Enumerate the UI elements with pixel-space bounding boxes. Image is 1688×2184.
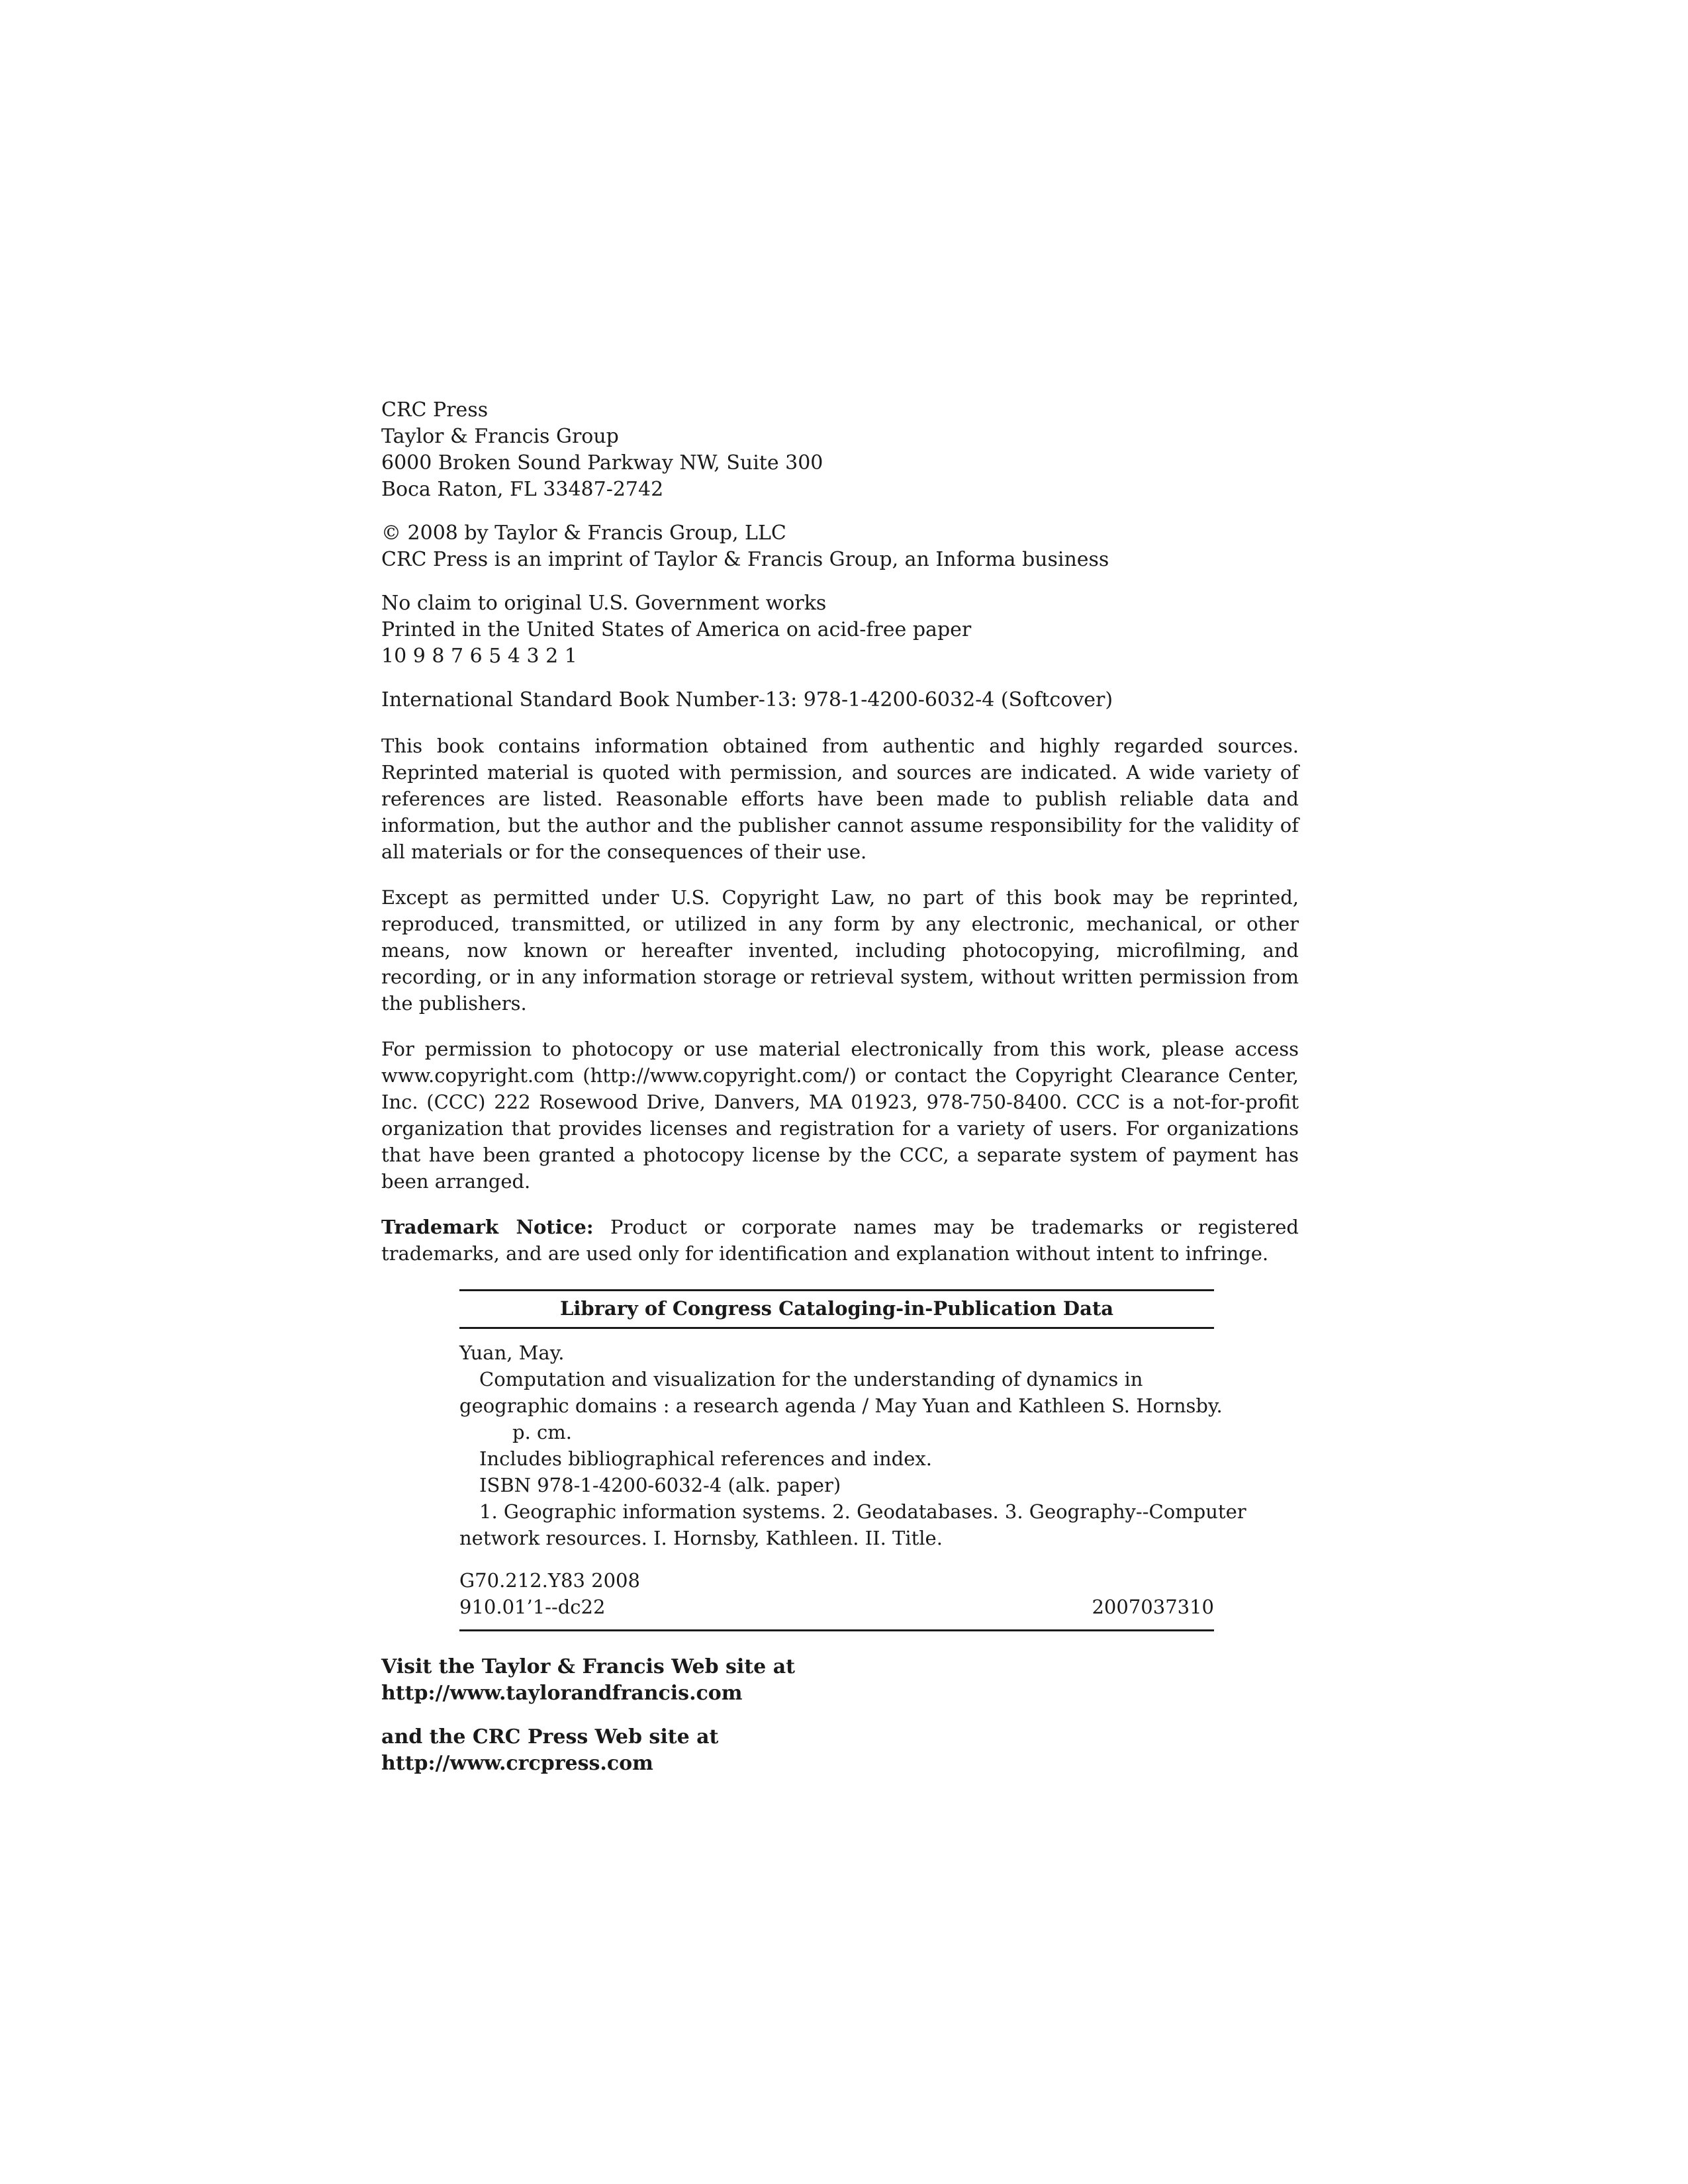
cip-subjects-line-2: network resources. I. Hornsby, Kathleen. II. Title. [459,1527,943,1549]
cip-title-line-1: Computation and visualization for the understanding of dynamics in [479,1368,1143,1390]
crc-press-website [381,1724,1299,1777]
cip-dewey: 910.01’1--dc22 [459,1596,606,1618]
cip-spacer [459,1551,1214,1567]
trademark-label: Trademark Notice: [381,1216,594,1238]
printing-info [381,590,1299,670]
cip-pages: p. cm. [512,1421,572,1443]
publisher-address [381,397,1299,503]
copyright-page [381,397,1299,1794]
sources-paragraph: This book contains information obtained from authentic and highly regarded sources. Reprinted material is quoted with permission, and sources are indicated. A wide variety of references are listed. Reasonable efforts have been made to publish reliable data and information, but the author and the publisher cannot assume responsibility for the validity of all materials or for the consequences of their use. [381,735,1299,863]
printing-number-line: 10 9 8 7 6 5 4 3 2 1 [381,645,577,668]
cip-heading: Library of Congress Cataloging-in-Publication Data [559,1297,1114,1320]
cip-includes: Includes bibliographical references and index. [479,1447,932,1470]
imprint-line: CRC Press is an imprint of Taylor & Francis Group, an Informa business [381,548,1109,571]
copyright-line: © 2008 by Taylor & Francis Group, LLC [381,522,786,545]
permission-paragraph: For permission to photocopy or use material electronically from this work, please access www.copyright.com (http://www.copyright.com/) or contact the Copyright Clearance Center, Inc. (CCC) 222 Rosewood Drive, Danvers, MA 01923, 978-750-8400. CCC is a not-for-profit organization that provides licenses and registration for a variety of users. For organizations that have been granted a photocopy license by the CCC, a separate system of payment has been arranged. [381,1038,1299,1193]
trademark-notice [381,1214,1299,1267]
cip-data-block [459,1289,1246,1631]
cip-lccn: 2007037310 [1092,1596,1214,1618]
cip-record [459,1329,1246,1629]
cip-subjects-line-1: 1. Geographic information systems. 2. Geodatabases. 3. Geography--Computer [479,1500,1246,1523]
cip-bottom-rule [459,1629,1214,1631]
cip-call-numbers [459,1594,1214,1620]
crc-website-label: and the CRC Press Web site at [381,1725,719,1749]
crc-website-url[interactable]: http://www.crcpress.com [381,1752,653,1775]
publisher-name: CRC Press [381,398,489,422]
copyright-notice [381,520,1299,573]
cip-title-line-2: geographic domains : a research agenda / May Yuan and Kathleen S. Hornsby. [459,1394,1223,1417]
isbn-info [381,687,1299,713]
cip-lc-class: G70.212.Y83 2008 [459,1569,640,1592]
publisher-group: Taylor & Francis Group [381,425,619,448]
printed-in-line: Printed in the United States of America on acid-free paper [381,618,972,641]
government-works-line: No claim to original U.S. Government works [381,592,827,615]
tf-website-label: Visit the Taylor & Francis Web site at [381,1655,795,1678]
reproduction-paragraph: Except as permitted under U.S. Copyright Law, no part of this book may be reprinted, reproduced, transmitted, or utilized in any form by any electronic, mechanical, or other means, now known or hereafter invented, including photocopying, microfilming, and recording, or in any information storage or retrieval system, without written permission from the publishers. [381,886,1299,1015]
taylor-francis-website [381,1654,1299,1707]
publisher-street: 6000 Broken Sound Parkway NW, Suite 300 [381,451,823,475]
cip-author: Yuan, May. [459,1342,565,1364]
cip-isbn: ISBN 978-1-4200-6032-4 (alk. paper) [479,1474,841,1496]
trademark-text: Product or corporate names may be trademarks or registered trademarks, and are used only for identification and explanation without intent to infringe. [381,1216,1299,1265]
publisher-city: Boca Raton, FL 33487-2742 [381,478,664,501]
isbn-line: International Standard Book Number-13: 978-1-4200-6032-4 (Softcover) [381,688,1113,711]
tf-website-url[interactable]: http://www.taylorandfrancis.com [381,1682,743,1705]
